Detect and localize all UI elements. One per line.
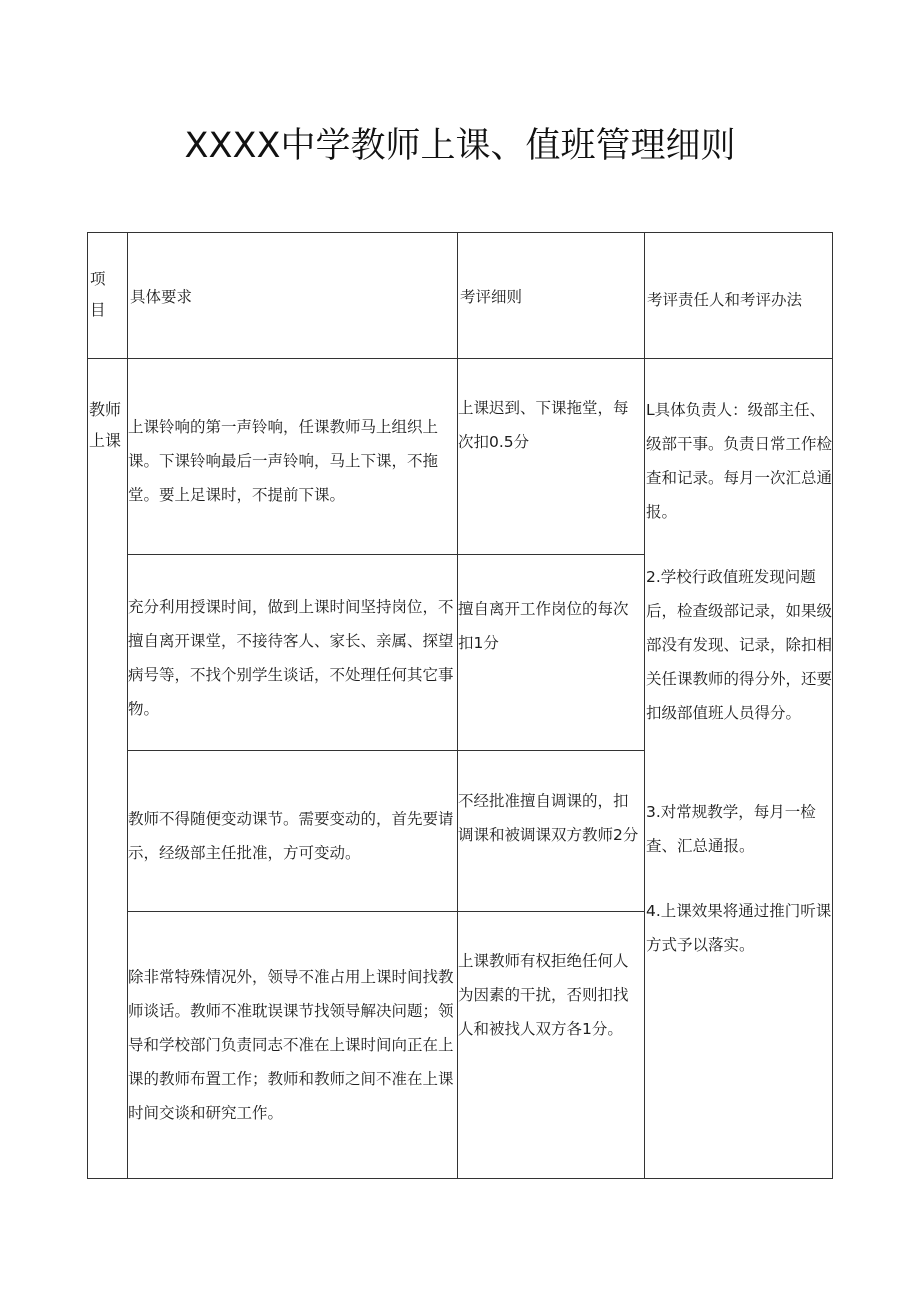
header-divider	[87, 358, 833, 359]
column-divider-3	[644, 232, 645, 1179]
requirement-row-2: 充分利用授课时间，做到上课时间坚持岗位，不擅自离开课堂，不接待客人、家长、亲属、探望病号等，不找个别学生谈话，不处理任何其它事物。	[128, 598, 454, 718]
row-divider-2	[127, 750, 644, 751]
header-criteria: 考评细则	[460, 288, 523, 306]
row-divider-1	[127, 554, 644, 555]
method-item-4: 4.上课效果将通过推门听课方式予以落实。	[646, 902, 832, 954]
criteria-row-1: 上课迟到、下课拖堂，每次扣0.5分	[458, 399, 629, 451]
table-border-right	[832, 232, 833, 1179]
header-requirement: 具体要求	[130, 288, 193, 306]
requirement-row-1: 上课铃响的第一声铃响，任课教师马上组织上课。下课铃响最后一声铃响，马上下课，不拖堂。要上足课时，不提前下课。	[128, 418, 439, 504]
requirement-row-4: 除非常特殊情况外，领导不准占用上课时间找教师谈话。教师不准耽误课节找领导解决问题；领导和学校部门负责同志不准在上课时间向正在上课的教师布置工作；教师和教师之间不准在上课时间交谈和研究工作。	[128, 968, 454, 1122]
requirement-row-3: 教师不得随便变动课节。需要变动的，首先要请示，经级部主任批准，方可变动。	[128, 810, 454, 862]
table-border-left	[87, 232, 88, 1179]
criteria-row-2: 擅自离开工作岗位的每次扣1分	[458, 600, 629, 652]
table-border-bottom	[87, 1178, 833, 1179]
category-label: 教师 上课	[89, 400, 122, 450]
method-item-3: 3.对常规教学，每月一检查、汇总通报。	[646, 803, 816, 855]
criteria-row-3: 不经批准擅自调课的，扣调课和被调课双方教师2分	[458, 792, 639, 844]
table-border-top	[87, 232, 833, 233]
document-title: XXXX中学教师上课、值班管理细则	[184, 126, 736, 166]
method-item-2: 2.学校行政值班发现问题后，检查级部记录，如果级部没有发现、记录，除扣相关任课教师的得分外，还要扣级部值班人员得分。	[646, 568, 833, 722]
criteria-row-4: 上课教师有权拒绝任何人为因素的干扰，否则扣找人和被找人双方各1分。	[458, 952, 629, 1038]
method-item-1: L具体负责人：级部主任、级部干事。负责日常工作检查和记录。每月一次汇总通报。	[646, 401, 833, 521]
header-method: 考评责任人和考评办法	[647, 291, 803, 309]
header-item: 项 目	[90, 270, 106, 319]
row-divider-3	[127, 911, 644, 912]
